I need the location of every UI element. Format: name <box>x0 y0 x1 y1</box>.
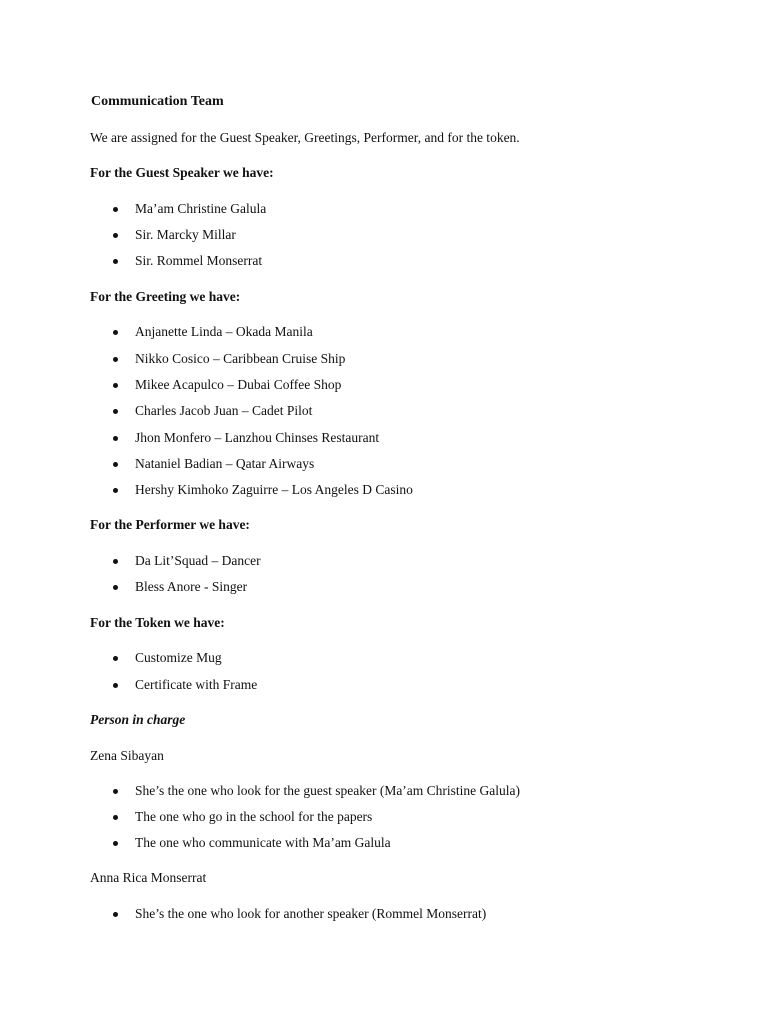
person-task-item: She’s the one who look for another speaker (Rommel Monserrat) <box>135 906 487 921</box>
bullet-icon <box>113 409 118 414</box>
bullet-icon <box>113 789 118 794</box>
greeting-item: Charles Jacob Juan – Cadet Pilot <box>135 403 313 418</box>
token-item: Customize Mug <box>135 650 222 665</box>
bullet-icon <box>113 436 118 441</box>
bullet-icon <box>113 330 118 335</box>
person-name: Zena Sibayan <box>90 748 164 763</box>
guest-speaker-item: Sir. Rommel Monserrat <box>135 253 263 268</box>
person-task-item: She’s the one who look for the guest speaker (Ma’am Christine Galula) <box>135 783 521 798</box>
bullet-icon <box>113 912 118 917</box>
bullet-icon <box>113 462 118 467</box>
document-title: Communication Team <box>91 94 224 109</box>
greeting-item: Anjanette Linda – Okada Manila <box>135 324 313 339</box>
guest-speaker-item: Ma’am Christine Galula <box>135 201 267 216</box>
bullet-icon <box>113 656 118 661</box>
token-item: Certificate with Frame <box>135 677 258 692</box>
bullet-icon <box>113 488 118 493</box>
performer-heading: For the Performer we have: <box>90 517 250 532</box>
greeting-item: Mikee Acapulco – Dubai Coffee Shop <box>135 377 342 392</box>
intro-paragraph: We are assigned for the Guest Speaker, Greetings, Performer, and for the token. <box>90 130 520 145</box>
greeting-item: Jhon Monfero – Lanzhou Chinses Restaurant <box>135 430 380 445</box>
greeting-item: Hershy Kimhoko Zaguirre – Los Angeles D Casino <box>135 482 413 497</box>
person-task-item: The one who communicate with Ma’am Galula <box>135 835 391 850</box>
greeting-item: Nataniel Badian – Qatar Airways <box>135 456 315 471</box>
bullet-icon <box>113 259 118 264</box>
bullet-icon <box>113 815 118 820</box>
performer-item: Da Lit’Squad – Dancer <box>135 553 261 568</box>
bullet-icon <box>113 383 118 388</box>
bullet-icon <box>113 357 118 362</box>
bullet-icon <box>113 559 118 564</box>
performer-item: Bless Anore - Singer <box>135 579 248 594</box>
bullet-icon <box>113 233 118 238</box>
person-task-item: The one who go in the school for the papers <box>135 809 373 824</box>
bullet-icon <box>113 207 118 212</box>
bullet-icon <box>113 585 118 590</box>
greeting-item: Nikko Cosico – Caribbean Cruise Ship <box>135 351 346 366</box>
guest-speaker-item: Sir. Marcky Millar <box>135 227 236 242</box>
person-in-charge-heading: Person in charge <box>90 712 186 727</box>
bullet-icon <box>113 841 118 846</box>
bullet-icon <box>113 683 118 688</box>
guest-speaker-heading: For the Guest Speaker we have: <box>90 165 274 180</box>
greeting-heading: For the Greeting we have: <box>90 289 241 304</box>
token-heading: For the Token we have: <box>90 615 225 630</box>
person-name: Anna Rica Monserrat <box>90 870 207 885</box>
